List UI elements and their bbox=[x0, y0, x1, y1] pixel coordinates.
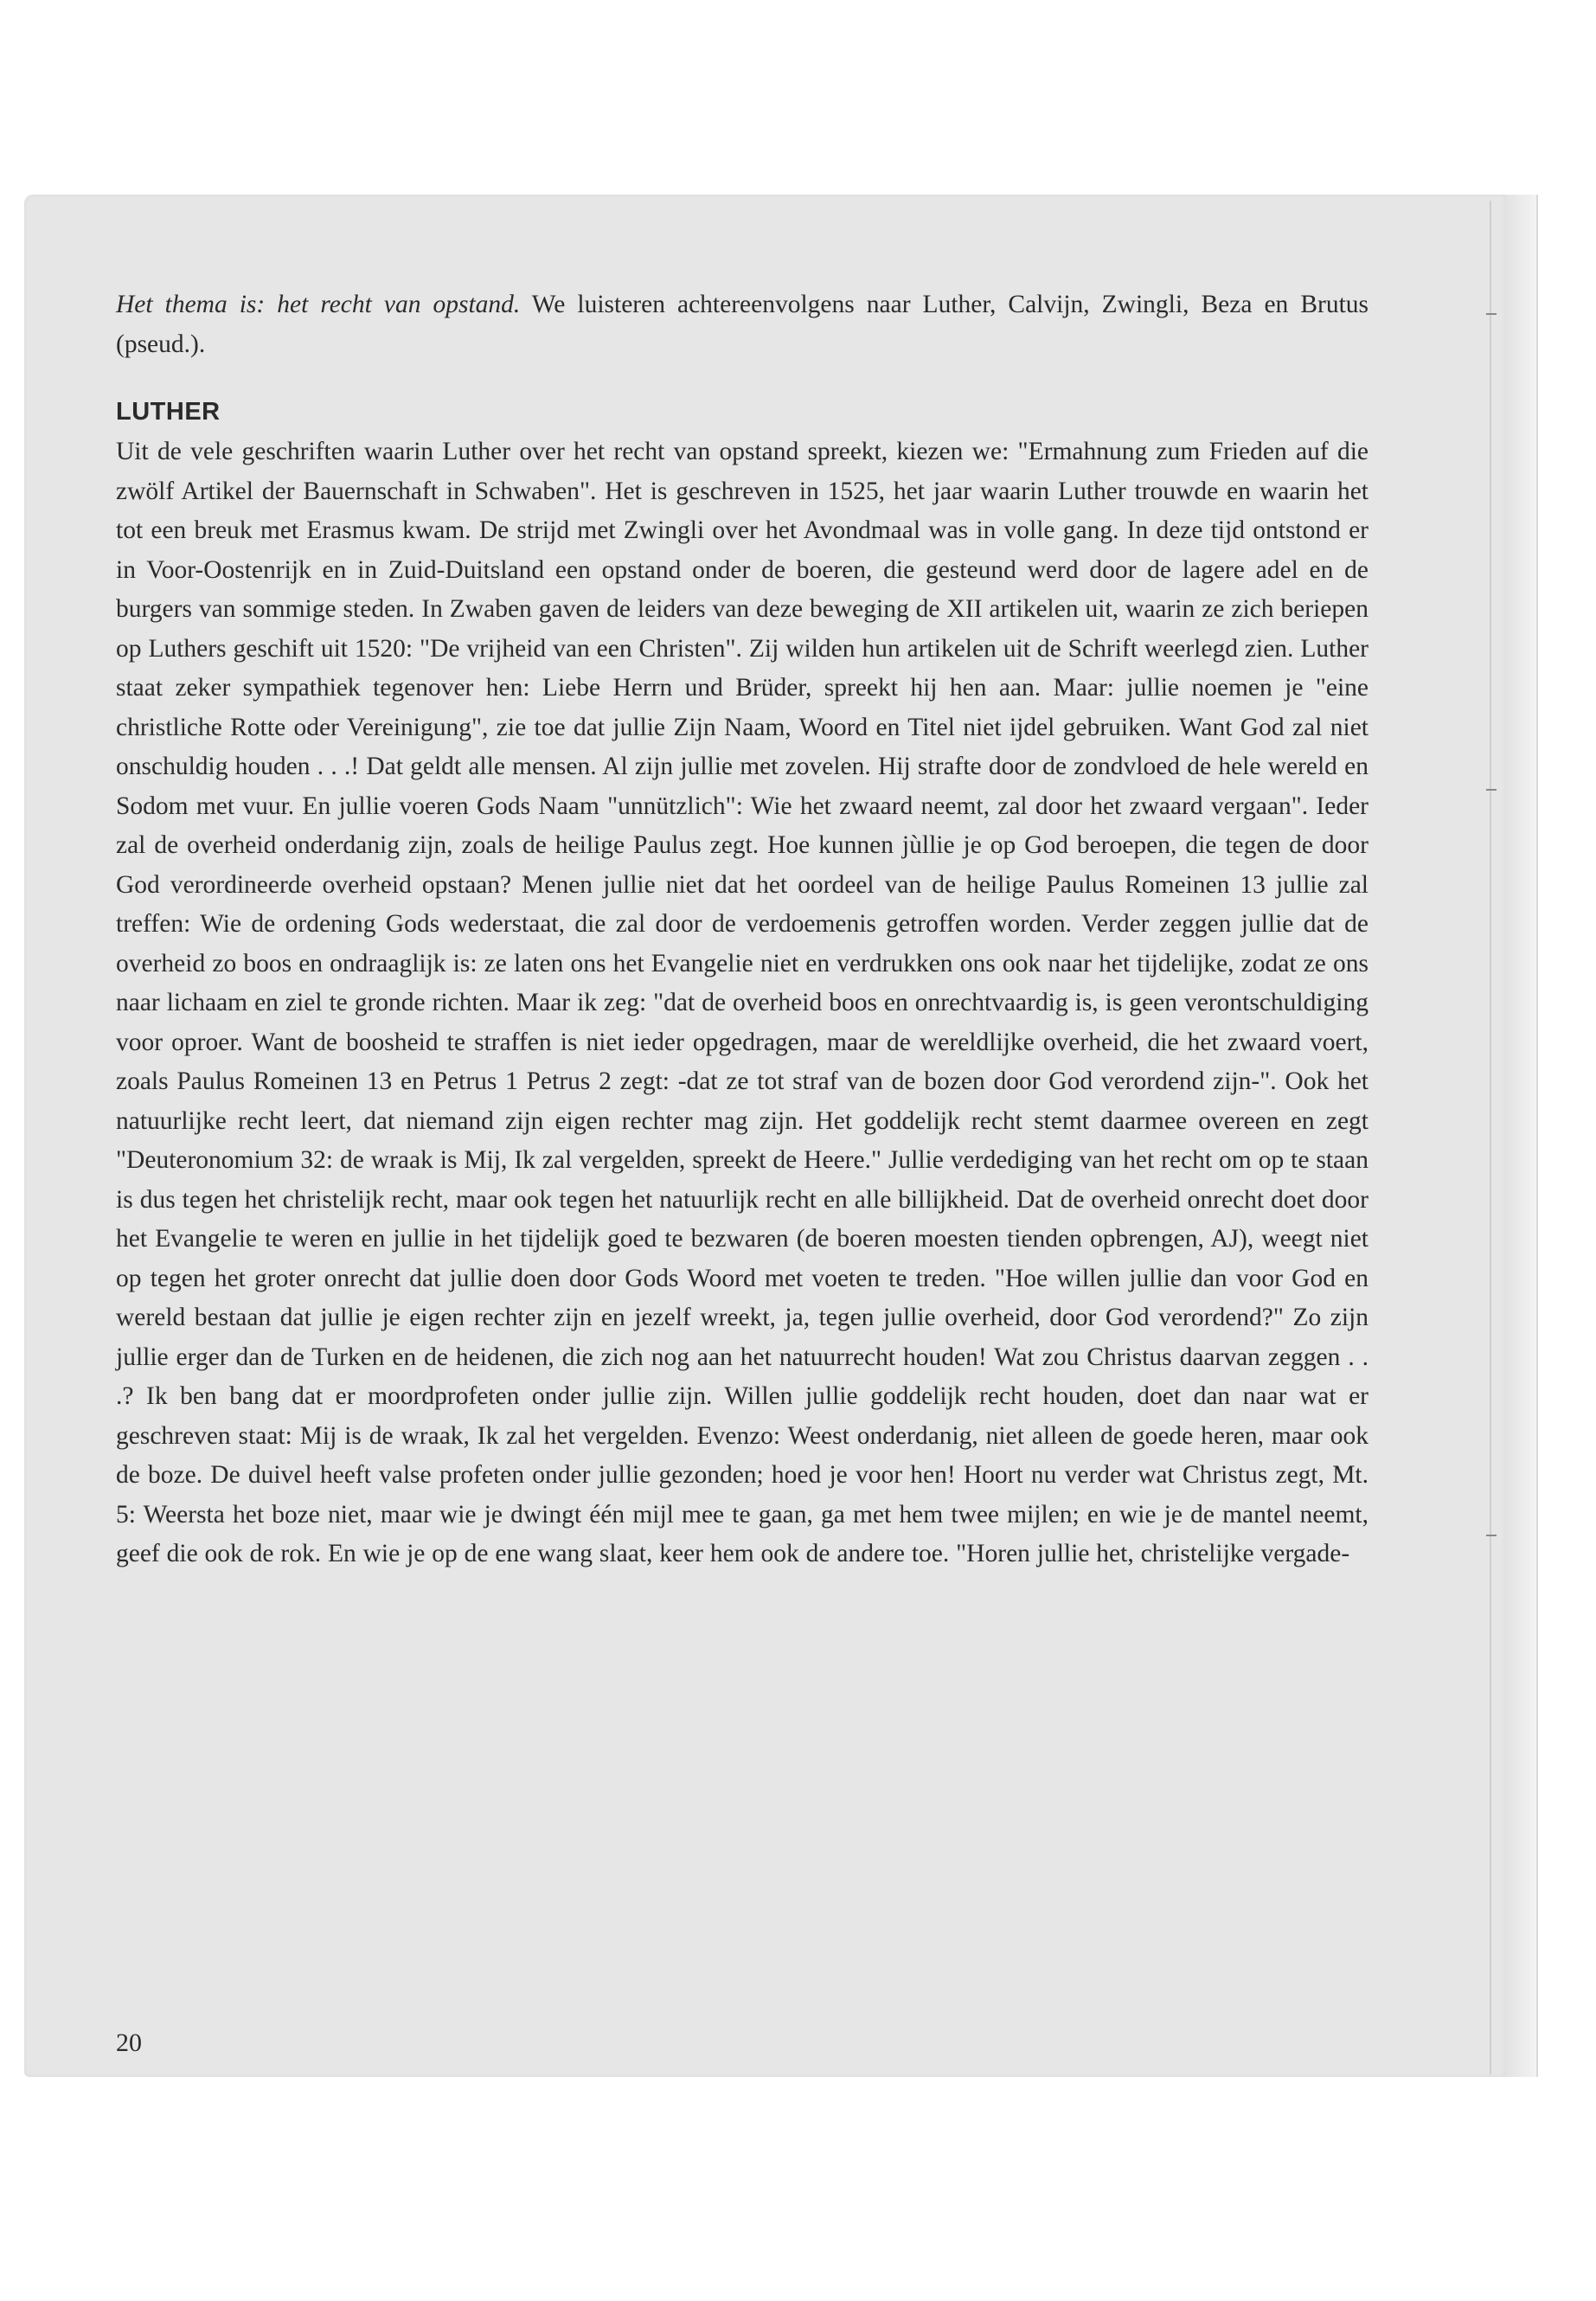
binding-mark bbox=[1486, 313, 1497, 315]
page-text bbox=[116, 285, 1368, 1574]
theme-statement: Het thema is: het recht van opstand. bbox=[116, 291, 521, 318]
binding-mark bbox=[1486, 789, 1497, 791]
page-edge bbox=[1505, 195, 1538, 2077]
page-number: 20 bbox=[116, 2029, 142, 2057]
binding-mark bbox=[1486, 1535, 1497, 1536]
intro-paragraph bbox=[116, 285, 1368, 364]
binding-line bbox=[1490, 201, 1491, 2074]
section-heading: LUTHER bbox=[116, 398, 221, 426]
intro-text: We luisteren achtereenvolgens naar Luther, Calvijn, Zwingli, Beza en Brutus (pseud.). bbox=[116, 291, 1369, 358]
section-body: Uit de vele geschriften waarin Luther over het recht van opstand spreekt, kiezen we: "Ermahnung zum Frieden auf die zwölf Artikel der Bauernschaft in Schwaben". Het is geschreven in 1525, het jaar waarin Luther trouwde en waarin het tot een breuk met Erasmus kwam. De strijd met Zwingli over het Avondmaal was in volle gang. In deze tijd ontstond er in Voor-Oostenrijk en in Zuid-Duitsland een opstand onder de boeren, die gesteund werd door de lagere adel en de burgers van sommige steden. In Zwaben gaven de leiders van deze beweging de XII artikelen uit, waarin ze zich beriepen op Luthers geschift uit 1520: "De vrijheid van een Christen". Zij wilden hun artikelen uit de Schrift weerlegd zien. Luther staat zeker sympathiek tegenover hen: Liebe Herrn und Brüder, spreekt hij hen aan. Maar: jullie noemen je "eine christliche Rotte oder Vereinigung", zie toe dat jullie Zijn Naam, Woord en Titel niet ijdel gebruiken. Want God zal niet onschuldig houden . . .! Dat geldt alle mensen. Al zijn jullie met zovelen. Hij strafte door de zondvloed de hele wereld en Sodom met vuur. En jullie voeren Gods Naam "unnützlich": Wie het zwaard neemt, zal door het zwaard vergaan". Ieder zal de overheid onderdanig zijn, zoals de heilige Paulus zegt. Hoe kunnen jùllie je op God beroepen, die tegen de door God verordineerde overheid opstaan? Menen jullie niet dat het oordeel van de heilige Paulus Romeinen 13 jullie zal treffen: Wie de ordening Gods wederstaat, die zal door de verdoemenis getroffen worden. Verder zeggen jullie dat de overheid zo boos en ondraaglijk is: ze laten ons het Evangelie niet en verdrukken ons ook naar het tijdelijke, zodat ze ons naar lichaam en ziel te gronde richten. Maar ik zeg: "dat de overheid boos en onrechtvaardig is, is geen verontschuldiging voor oproer. Want de boosheid te straffen is niet ieder opgedragen, maar de wereldlijke overheid, die het zwaard voert, zoals Paulus Romeinen 13 en Petrus 1 Petrus 2 zegt: -dat ze tot straf van de bozen door God verordend zijn-". Ook het natuurlijke recht leert, dat niemand zijn eigen rechter mag zijn. Het goddelijk recht stemt daarmee overeen en zegt "Deuteronomium 32: de wraak is Mij, Ik zal vergelden, spreekt de Heere." Jullie verdediging van het recht om op te staan is dus tegen het christelijk recht, maar ook tegen het natuurlijk recht en alle billijkheid. Dat de overheid onrecht doet door het Evangelie te weren en jullie in het tijdelijk goed te bezwaren (de boeren moesten tienden opbrengen, AJ), weegt niet op tegen het groter onrecht dat jullie doen door Gods Woord met voeten te treden. "Hoe willen jullie dan voor God en wereld bestaan dat jullie je eigen rechter zijn en jezelf wreekt, ja, tegen jullie overheid, door God verordend?" Zo zijn jullie erger dan de Turken en de heidenen, die zich nog aan het natuurrecht houden! Wat zou Christus daarvan zeggen . . .? Ik ben bang dat er moordprofeten onder jullie zijn. Willen jullie goddelijk recht houden, doet dan naar wat er geschreven staat: Mij is de wraak, Ik zal het vergelden. Evenzo: Weest onderdanig, niet alleen de goede heren, maar ook de boze. De duivel heeft valse profeten onder jullie gezonden; hoed je voor hen! Hoort nu verder wat Christus zegt, Mt. 5: Weersta het boze niet, maar wie je dwingt één mijl mee te gaan, ga met hem twee mijlen; en wie je de mantel neemt, geef die ook de rok. En wie je op de ene wang slaat, keer hem ook de andere toe. "Horen jullie het, christelijke vergade- bbox=[116, 438, 1368, 1567]
